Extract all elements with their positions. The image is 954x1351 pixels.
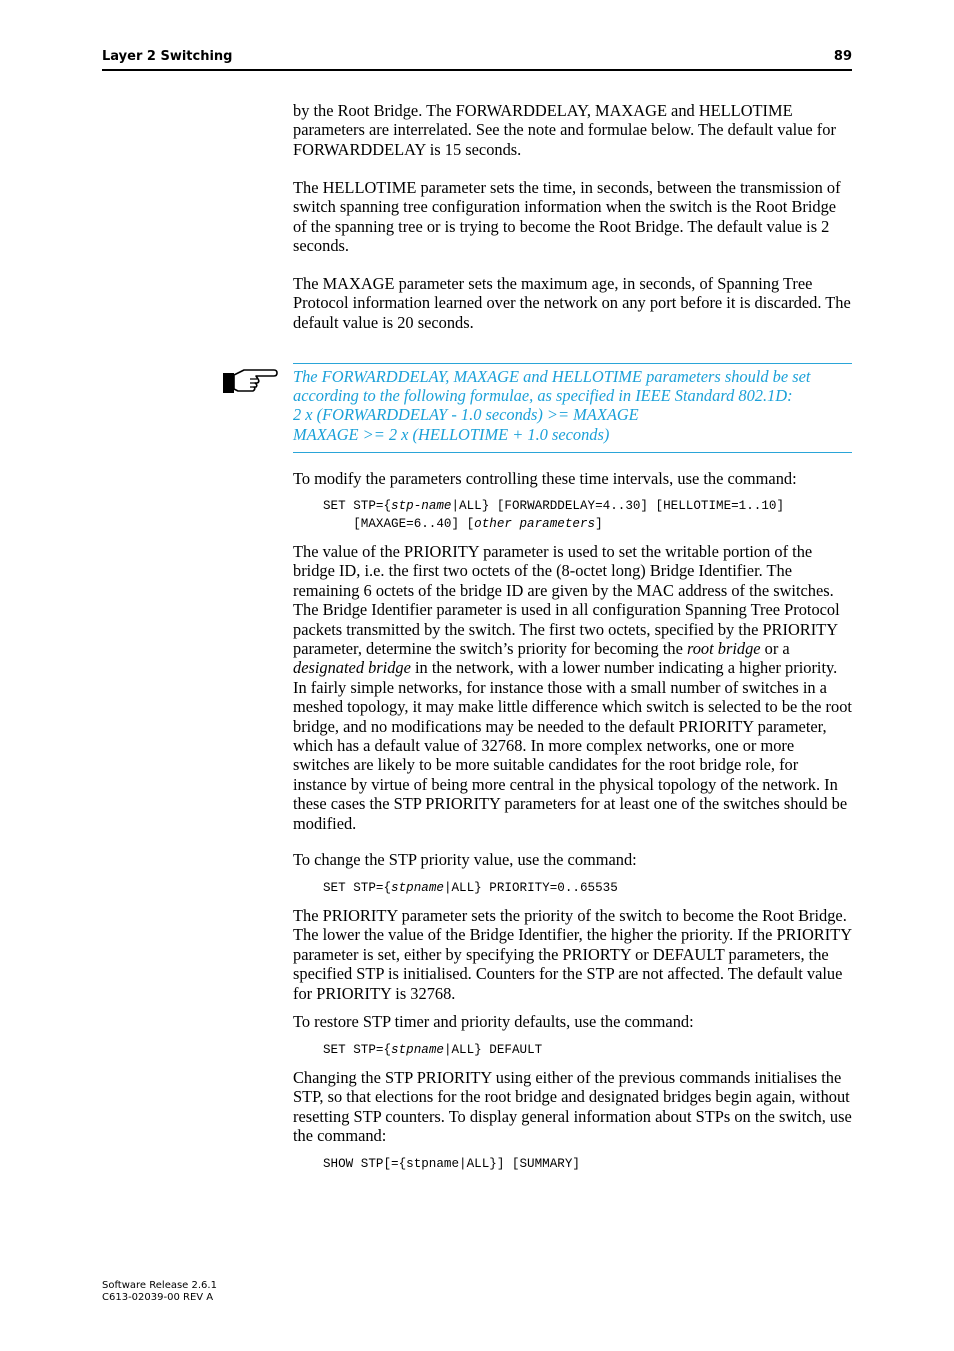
footer-doc-id: C613-02039-00 REV A <box>102 1292 214 1303</box>
paragraph-priority: The value of the PRIORITY parameter is used to set the writable portion of the bridge ID, i.e. the first two octets of the (8-octet long) Bridge Identifier. The remaining 6 octets of the bridge ID are given by the MAC address of the switches. The Bridge Identifier parameter is used in all configuration Spanning Tree Protocol packets transmitted by the switch. The first two octets, specified by the PRIORITY parameter, determine the switch’s priority for becoming the root bridge or a designated bridge in the network, with a lower number indicating a higher priority. In fairly simple networks, for instance those with a small number of switches in a meshed topology, it may make little difference which switch is selected to be the root bridge, and no modifications may be needed to the default PRIORITY parameter, which has a default value of 32768. In more complex networks, one or more switches are likely to be more suitable candidates for the root bridge role, for instance by virtue of being more central in the physical topology of the network. In these cases the STP PRIORITY parameters for at least one of the switches should be modified. <box>293 542 852 833</box>
page-number: 89 <box>833 49 852 64</box>
command-show-stp: SHOW STP[={stpname|ALL}] [SUMMARY] <box>323 1157 580 1171</box>
paragraph-hellotime: The HELLOTIME parameter sets the time, in seconds, between the transmission of switch spanning tree configuration information when the switch is the Root Bridge of the spanning tree or is trying to become the Root Bridge. The default value is 2 seconds. <box>293 178 841 256</box>
note-formula-2: MAXAGE >= 2 x (HELLOTIME + 1.0 seconds) <box>293 424 610 444</box>
paragraph-modify-intro: To modify the parameters controlling these time intervals, use the command: <box>293 469 797 488</box>
paragraph-maxage: The MAXAGE parameter sets the maximum age, in seconds, of Spanning Tree Protocol information learned over the network on any port before it is discarded. The default value is 20 seconds. <box>293 274 851 332</box>
pointing-hand-icon <box>222 365 278 395</box>
command-set-stp-default: SET STP={stpname|ALL} DEFAULT <box>323 1043 543 1057</box>
page-footer <box>102 1280 217 1304</box>
note-formula-1: 2 x (FORWARDDELAY - 1.0 seconds) >= MAXAGE <box>293 405 639 425</box>
footer-release: Software Release 2.6.1 <box>102 1280 217 1291</box>
paragraph-change-priority-intro: To change the STP priority value, use the command: <box>293 850 637 869</box>
command-set-stp-priority: SET STP={stpname|ALL} PRIORITY=0..65535 <box>323 881 618 895</box>
section-title: Layer 2 Switching <box>102 49 233 64</box>
paragraph-restore-intro: To restore STP timer and priority defaults, use the command: <box>293 1012 694 1031</box>
paragraph-priority-effect: The PRIORITY parameter sets the priority of the switch to become the Root Bridge. The lower the value of the Bridge Identifier, the higher the priority. If the PRIORITY parameter is set, either by specifying the PRIORTY or DEFAULT parameters, the specified STP is initialised. Counters for the STP are not affected. The default value for PRIORITY is 32768. <box>293 906 852 1003</box>
page-header <box>102 47 852 71</box>
note-line-2: according to the following formulae, as specified in IEEE Standard 802.1D: <box>293 386 793 406</box>
paragraph-forwarddelay: by the Root Bridge. The FORWARDDELAY, MAXAGE and HELLOTIME parameters are interrelated. See the note and formulae below. The default value for FORWARDDELAY is 15 seconds. <box>293 101 836 159</box>
note-top-rule <box>293 363 852 364</box>
note-bottom-rule <box>293 452 852 453</box>
command-set-stp-timers: SET STP={stp-name|ALL} [FORWARDDELAY=4..30] [HELLOTIME=1..10] [MAXAGE=6..40] [other parameters] <box>323 499 785 532</box>
paragraph-show-intro: Changing the STP PRIORITY using either of the previous commands initialises the STP, so that elections for the root bridge and designated bridges begin again, without resetting STP counters. To display general information about STPs on the switch, use the command: <box>293 1068 852 1146</box>
note-line-1: The FORWARDDELAY, MAXAGE and HELLOTIME parameters should be set <box>293 367 811 386</box>
note-callout <box>293 367 852 444</box>
